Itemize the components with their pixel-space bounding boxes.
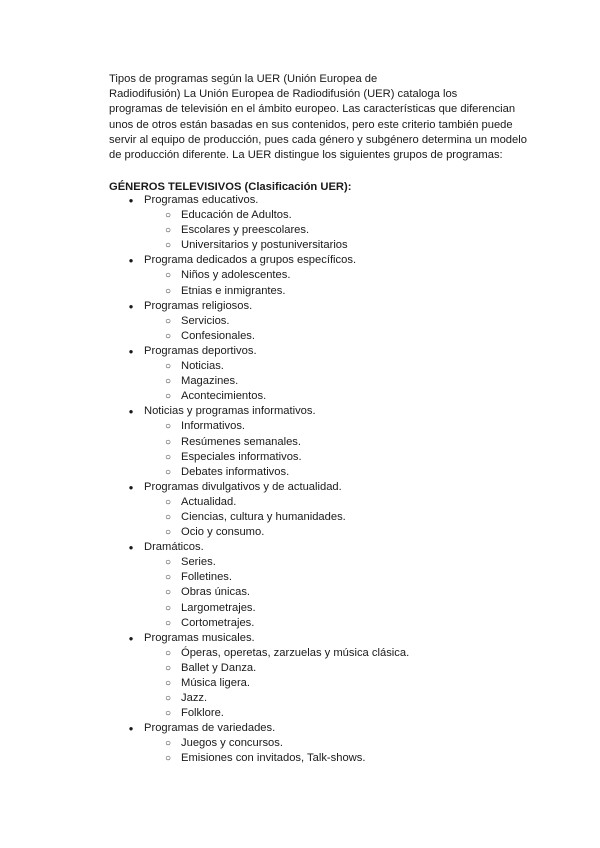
bullet-circle-icon: ○ [164, 587, 172, 599]
bullet-circle-icon: ○ [164, 376, 172, 388]
subcategory-item [0, 435, 600, 450]
bullet-circle-icon: ○ [164, 391, 172, 403]
subcategory-item [0, 208, 600, 223]
subcategory-item [0, 223, 600, 238]
bullet-circle-icon: ○ [164, 285, 172, 297]
bullet-circle-icon: ○ [164, 527, 172, 539]
bullet-circle-icon: ○ [164, 557, 172, 569]
subcategory-label: Servicios. [181, 314, 230, 327]
subcategory-label: Ballet y Danza. [181, 661, 257, 674]
subcategory-label: Confesionales. [181, 329, 256, 342]
bullet-circle-icon: ○ [164, 647, 172, 659]
bullet-circle-icon: ○ [164, 693, 172, 705]
intro-paragraph [109, 72, 529, 163]
subcategory-item [0, 284, 600, 299]
subcategory-item [0, 495, 600, 510]
subcategory-item [0, 268, 600, 283]
subcategory-label: Obras únicas. [181, 586, 251, 599]
subcategory-label: Largometrajes. [181, 601, 256, 614]
intro-line: Radiodifusión) La Unión Europea de Radiodifusión (UER) cataloga los [109, 88, 458, 101]
category-item [0, 540, 600, 555]
subcategory-item [0, 585, 600, 600]
subcategory-label: Actualidad. [181, 495, 237, 508]
bullet-disc-icon: ● [128, 633, 134, 643]
subcategory-label: Escolares y preescolares. [181, 224, 310, 237]
bullet-disc-icon: ● [128, 407, 134, 417]
category-item [0, 253, 600, 268]
category-item [0, 631, 600, 646]
subcategory-item [0, 646, 600, 661]
category-item [0, 480, 600, 495]
category-label: Programas divulgativos y de actualidad. [144, 480, 342, 493]
bullet-circle-icon: ○ [164, 225, 172, 237]
subcategory-item [0, 706, 600, 721]
subcategory-label: Juegos y concursos. [181, 737, 283, 750]
subcategory-label: Folletines. [181, 571, 232, 584]
bullet-circle-icon: ○ [164, 451, 172, 463]
bullet-disc-icon: ● [128, 724, 134, 734]
bullet-circle-icon: ○ [164, 662, 172, 674]
bullet-circle-icon: ○ [164, 330, 172, 342]
bullet-circle-icon: ○ [164, 240, 172, 252]
subcategory-item [0, 374, 600, 389]
category-item [0, 721, 600, 736]
category-label: Programas deportivos. [144, 344, 257, 357]
category-item [0, 299, 600, 314]
bullet-circle-icon: ○ [164, 436, 172, 448]
subcategory-item [0, 676, 600, 691]
category-item [0, 344, 600, 359]
category-label: Noticias y programas informativos. [144, 405, 316, 418]
category-label: Programas educativos. [144, 194, 259, 206]
category-label: Programas de variedades. [144, 722, 276, 735]
intro-line: de producción diferente. La UER distingue los siguientes grupos de programas: [109, 149, 503, 162]
subcategory-item [0, 389, 600, 404]
subcategory-item [0, 736, 600, 751]
bullet-circle-icon: ○ [164, 210, 172, 222]
subcategory-item [0, 751, 600, 766]
subcategory-item [0, 601, 600, 616]
intro-line: programas de televisión en el ámbito europeo. Las características que diferencian [109, 103, 516, 116]
bullet-disc-icon: ● [128, 482, 134, 492]
subcategory-item [0, 419, 600, 434]
subcategory-item [0, 314, 600, 329]
subcategory-label: Música ligera. [181, 677, 251, 689]
subcategory-label: Resúmenes semanales. [181, 435, 302, 448]
subcategory-item [0, 555, 600, 570]
subcategory-item [0, 570, 600, 585]
subcategory-item [0, 691, 600, 706]
subcategory-label: Folklore. [181, 707, 224, 720]
bullet-circle-icon: ○ [164, 602, 172, 614]
category-label: Programas religiosos. [144, 299, 253, 312]
bullet-circle-icon: ○ [164, 361, 172, 373]
bullet-disc-icon: ● [128, 196, 134, 205]
subcategory-item [0, 465, 600, 480]
bullet-circle-icon: ○ [164, 270, 172, 282]
bullet-circle-icon: ○ [164, 738, 172, 750]
bullet-circle-icon: ○ [164, 617, 172, 629]
category-label: Programas musicales. [144, 631, 255, 644]
intro-line: servir al equipo de producción, pues cada género y subgénero determina un modelo [109, 133, 527, 146]
subcategory-label: Óperas, operetas, zarzuelas y música clásica. [181, 646, 410, 659]
category-label: Programa dedicados a grupos específicos. [144, 254, 357, 267]
bullet-disc-icon: ● [128, 256, 134, 266]
bullet-circle-icon: ○ [164, 753, 172, 765]
bullet-disc-icon: ● [128, 346, 134, 356]
bullet-circle-icon: ○ [164, 496, 172, 508]
subcategory-item [0, 510, 600, 525]
intro-line: unos de otros están basadas en sus contenidos, pero este criterio también puede [109, 118, 513, 131]
subcategory-item [0, 450, 600, 465]
subcategory-label: Universitarios y postuniversitarios [181, 239, 348, 252]
genre-list [0, 193, 600, 767]
subcategory-label: Educación de Adultos. [181, 209, 292, 222]
subcategory-item [0, 329, 600, 344]
subcategory-label: Series. [181, 556, 216, 569]
subcategory-label: Debates informativos. [181, 465, 290, 478]
subcategory-label: Noticias. [181, 360, 224, 373]
intro-line: Tipos de programas según la UER (Unión Europea de [109, 73, 378, 85]
bullet-circle-icon: ○ [164, 511, 172, 523]
subcategory-label: Cortometrajes. [181, 616, 255, 629]
bullet-circle-icon: ○ [164, 421, 172, 433]
subcategory-item [0, 238, 600, 253]
section-heading: GÉNEROS TELEVISIVOS (Clasificación UER): [109, 181, 352, 193]
bullet-disc-icon: ● [128, 543, 134, 553]
subcategory-item [0, 616, 600, 631]
subcategory-item [0, 661, 600, 676]
category-item [0, 193, 600, 208]
bullet-circle-icon: ○ [164, 708, 172, 720]
bullet-circle-icon: ○ [164, 315, 172, 327]
subcategory-item [0, 359, 600, 374]
subcategory-label: Especiales informativos. [181, 450, 302, 463]
subcategory-label: Magazines. [181, 375, 239, 388]
subcategory-label: Informativos. [181, 420, 246, 433]
bullet-circle-icon: ○ [164, 466, 172, 478]
category-item [0, 404, 600, 419]
subcategory-label: Ciencias, cultura y humanidades. [181, 510, 346, 523]
subcategory-label: Niños y adolescentes. [181, 269, 291, 282]
category-label: Dramáticos. [144, 541, 204, 554]
bullet-circle-icon: ○ [164, 678, 172, 689]
subcategory-label: Etnias e inmigrantes. [181, 284, 286, 297]
subcategory-item [0, 525, 600, 540]
subcategory-label: Acontecimientos. [181, 390, 267, 403]
subcategory-label: Emisiones con invitados, Talk-shows. [181, 752, 366, 765]
bullet-circle-icon: ○ [164, 572, 172, 584]
subcategory-label: Jazz. [181, 692, 208, 705]
subcategory-label: Ocio y consumo. [181, 526, 265, 539]
bullet-disc-icon: ● [128, 301, 134, 311]
